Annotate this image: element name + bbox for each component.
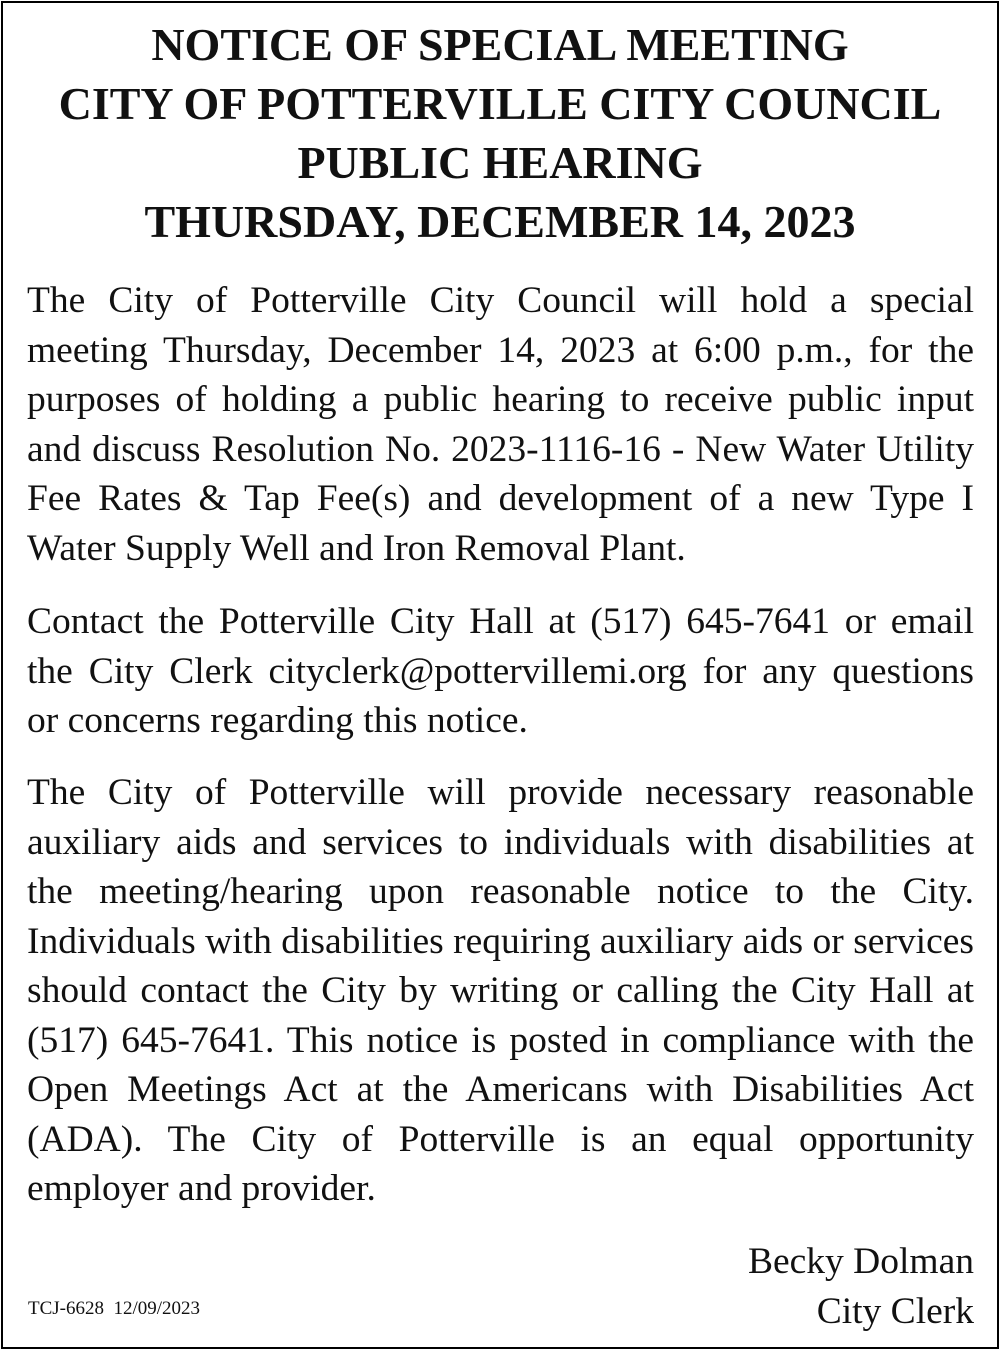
- headline-line-2: CITY OF POTTERVILLE CITY COUNCIL: [58, 78, 942, 129]
- publication-code: TCJ-6628 12/09/2023: [28, 1298, 201, 1319]
- headline-line-1: NOTICE OF SPECIAL MEETING: [151, 19, 849, 70]
- meeting-paragraph: The City of Potterville City Council will hold a special meeting Thursday, December 14, 2023 at 6:00 p.m., for the purposes of holding a public hearing to receive public input and discuss Resolution No. 2023-1116-16 - New Water Utility Fee Rates & Tap Fee(s) and development of a new Type I Water Supply Well and Iron Removal Plant.: [27, 280, 974, 569]
- headline-line-4: THURSDAY, DECEMBER 14, 2023: [144, 196, 856, 247]
- signature-name: Becky Dolman: [748, 1241, 974, 1282]
- headline-line-3: PUBLIC HEARING: [297, 137, 703, 188]
- accessibility-paragraph: The City of Potterville will provide necessary reasonable auxiliary aids and services to individuals with disabilities at the meeting/hearing upon reasonable notice to the City. Individuals with disabilities requiring auxiliary aids or services should contact the City by writing or calling the City Hall at (517) 645-7641. This notice is posted in compliance with the Open Meetings Act at the Americans with Disabilities Act (ADA). The City of Potterville is an equal opportunity employer and provider.: [27, 772, 974, 1209]
- signature-title: City Clerk: [816, 1291, 974, 1332]
- contact-paragraph: Contact the Potterville City Hall at (517) 645-7641 or email the City Clerk cityclerk@pottervillemi.org for any questions or concerns regarding this notice.: [27, 601, 974, 741]
